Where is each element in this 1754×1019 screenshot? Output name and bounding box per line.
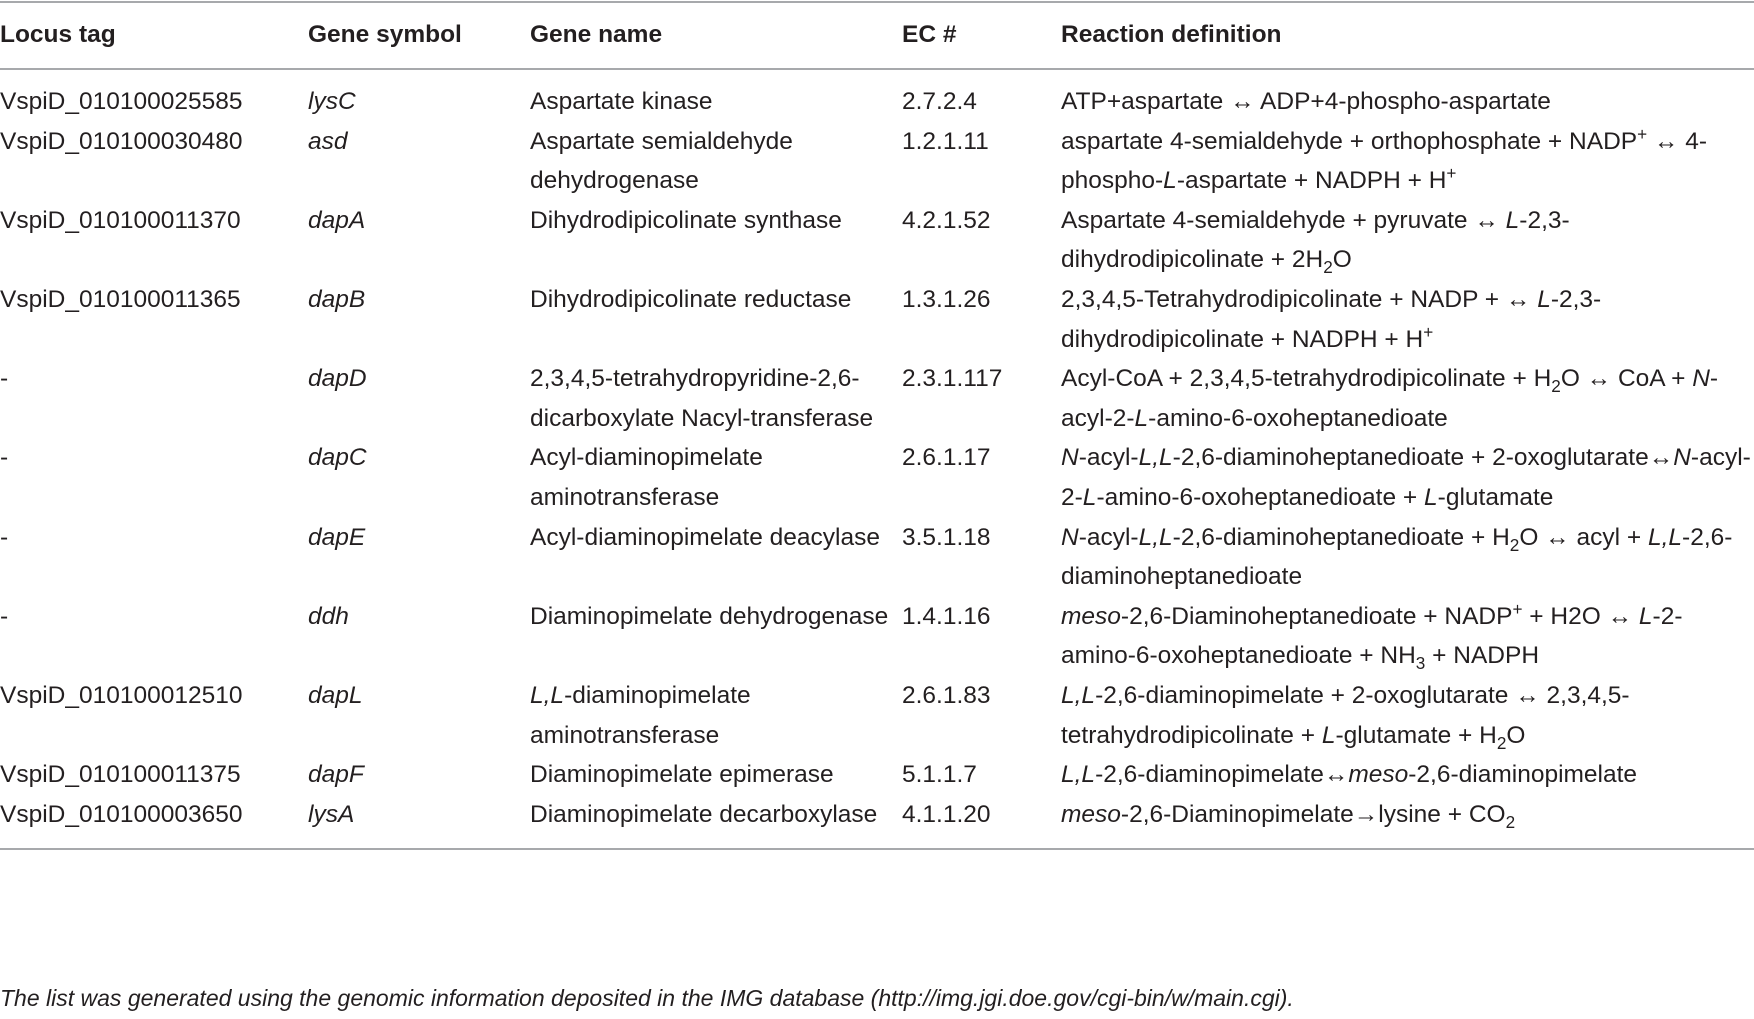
- gene-symbol-cell: lysA: [308, 795, 530, 850]
- table-row: [0, 438, 1754, 517]
- header-gene-symbol: Gene symbol: [308, 2, 530, 69]
- gene-symbol-cell: dapL: [308, 681, 363, 709]
- reaction-cell: L,L-2,6-diaminopimelate + 2-oxoglutarate ↔ 2,3,4,5-tetrahydrodipicolinate + L-glutamate + $H_2O$: [1061, 681, 1630, 753]
- reaction-cell: L,L-2,6-diaminopimelate↔meso-2,6-diaminopimelate: [1061, 761, 1638, 789]
- ec-number-cell: 2.3.1.117: [902, 365, 1003, 393]
- reaction-cell: N-acyl-L,L-2,6-diaminoheptanedioate + 2-oxoglutarate↔N-acyl-2-L-amino-6-oxoheptanedioate + L-glutamate: [1061, 444, 1751, 511]
- gene-symbol-cell: ddh: [308, 602, 349, 630]
- table-row: [0, 280, 1754, 359]
- header-ec-number: EC #: [902, 2, 1061, 69]
- gene-symbol-cell: dapF: [308, 761, 364, 789]
- table-row: [0, 122, 1754, 201]
- ec-number-cell: 1.3.1.26: [902, 285, 991, 313]
- locus-tag-cell: VspiD_010100012510: [0, 681, 243, 709]
- table-row: [0, 518, 1754, 597]
- locus-tag-cell: -: [0, 523, 9, 551]
- table-row: [0, 201, 1754, 280]
- gene-name-cell: Aspartate semialdehyde dehydrogenase: [530, 127, 793, 195]
- locus-tag-cell: VspiD_010100011370: [0, 206, 241, 234]
- gene-name-cell: Diaminopimelate dehydrogenase: [530, 602, 889, 630]
- locus-tag-cell: -: [0, 365, 9, 393]
- ec-number-cell: 2.6.1.83: [902, 681, 991, 709]
- reaction-cell: Acyl-CoA + 2,3,4,5-tetrahydrodipicolinate + $H_2O$ ↔ CoA + N-acyl-2-L-amino-6-oxoheptanedioate: [1061, 365, 1719, 432]
- header-reaction-definition: Reaction definition: [1061, 2, 1754, 69]
- ec-number-cell: 5.1.1.7: [902, 761, 977, 789]
- reaction-cell: aspartate 4-semialdehyde + orthophosphate + NADP+ ↔ 4-phospho-L-aspartate + NADPH + H+: [1061, 123, 1708, 195]
- gene-symbol-cell: dapA: [308, 206, 366, 234]
- reaction-cell: meso-2,6-Diaminopimelate→lysine + $CO_2$: [1061, 795, 1754, 850]
- ec-number-cell: 4.1.1.20: [902, 795, 1061, 850]
- gene-name-cell: L,L-diaminopimelate aminotransferase: [530, 681, 751, 749]
- locus-tag-cell: -: [0, 602, 9, 630]
- table-body: [0, 69, 1754, 849]
- table-row: [0, 597, 1754, 676]
- gene-name-cell: Aspartate kinase: [530, 88, 713, 115]
- reaction-cell: ATP+aspartate ↔ ADP+4-phospho-aspartate: [1061, 88, 1551, 115]
- header-row: [0, 2, 1754, 69]
- locus-tag-cell: VspiD_010100025585: [0, 88, 243, 115]
- ec-number-cell: 1.2.1.11: [902, 127, 989, 155]
- gene-name-cell: Acyl-diaminopimelate deacylase: [530, 523, 880, 551]
- gene-symbol-cell: dapC: [308, 444, 367, 472]
- locus-tag-cell: VspiD_010100011365: [0, 285, 241, 313]
- table-footnote: The list was generated using the genomic information deposited in the IMG database (http://img.jgi.doe.gov/cgi-bin/w/main.cgi).: [0, 985, 1294, 1011]
- ec-number-cell: 4.2.1.52: [902, 206, 991, 234]
- reaction-cell: meso-2,6-Diaminoheptanedioate + NADP+ + H2O ↔ L-2-amino-6-oxoheptanedioate + $NH_3$ + NADPH: [1061, 598, 1683, 674]
- header-locus-tag: Locus tag: [0, 2, 308, 69]
- gene-symbol-cell: lysC: [308, 88, 356, 115]
- reaction-cell: 2,3,4,5-Tetrahydrodipicolinate + NADP + ↔ L-2,3-dihydrodipicolinate + NADPH + H+: [1061, 285, 1602, 353]
- gene-symbol-cell: asd: [308, 127, 348, 155]
- gene-name-cell: Dihydrodipicolinate reductase: [530, 285, 852, 313]
- reaction-cell: Aspartate 4-semialdehyde + pyruvate ↔ L-2,3-dihydrodipicolinate + $2H_2O$: [1061, 206, 1570, 278]
- table-row: [0, 795, 1754, 850]
- ec-number-cell: 2.6.1.17: [902, 444, 991, 472]
- gene-symbol-cell: dapB: [308, 285, 366, 313]
- locus-tag-cell: -: [0, 444, 9, 472]
- gene-name-cell: Acyl-diaminopimelate aminotransferase: [530, 444, 763, 511]
- table-header: [0, 2, 1754, 69]
- gene-symbol-cell: dapD: [308, 365, 367, 393]
- header-gene-name: Gene name: [530, 2, 902, 69]
- reaction-cell: N-acyl-L,L-2,6-diaminoheptanedioate + $H_2O$ ↔ acyl + L,L-2,6-diaminoheptanedioate: [1061, 523, 1733, 591]
- gene-name-cell: Diaminopimelate epimerase: [530, 761, 834, 789]
- locus-tag-cell: VspiD_010100030480: [0, 127, 243, 155]
- gene-table: [0, 1, 1754, 850]
- table-row: [0, 676, 1754, 755]
- ec-number-cell: 1.4.1.16: [902, 602, 991, 630]
- ec-number-cell: 3.5.1.18: [902, 523, 991, 551]
- gene-name-cell: Dihydrodipicolinate synthase: [530, 206, 842, 234]
- table-row: [0, 359, 1754, 438]
- gene-name-cell: Diaminopimelate decarboxylase: [530, 795, 902, 850]
- gene-symbol-cell: dapE: [308, 523, 366, 551]
- gene-name-cell: 2,3,4,5-tetrahydropyridine-2,6-dicarboxylate Nacyl-transferase: [530, 365, 874, 432]
- ec-number-cell: 2.7.2.4: [902, 88, 977, 115]
- locus-tag-cell: VspiD_010100011375: [0, 761, 241, 789]
- table-row: [0, 69, 1754, 122]
- table-row: [0, 755, 1754, 795]
- locus-tag-cell: VspiD_010100003650: [0, 795, 308, 850]
